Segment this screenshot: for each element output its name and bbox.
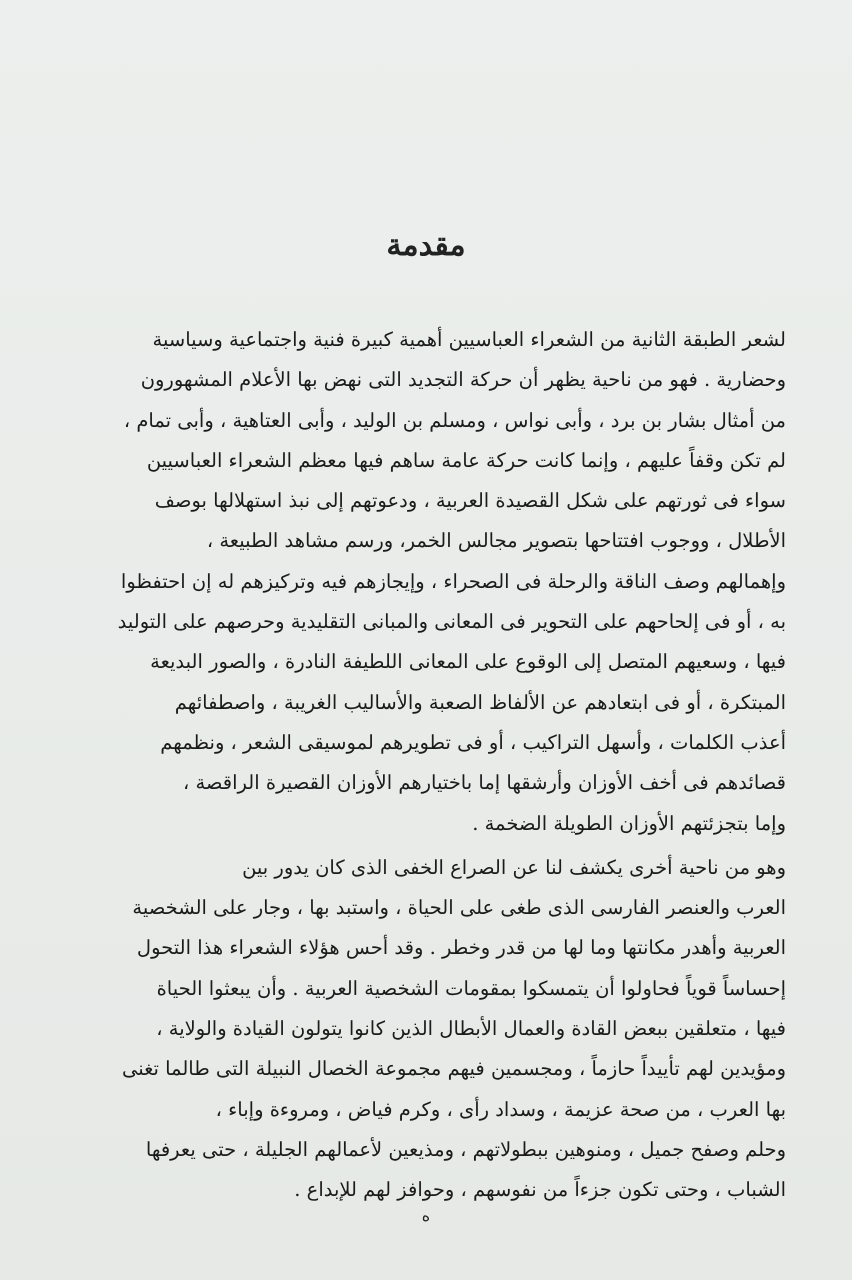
text-line: لم تكن وقفاً عليهم ، وإنما كانت حركة عامة ساهم فيها معظم الشعراء العباسيين <box>146 448 786 472</box>
text-line: وحضارية . فهو من ناحية يظهر أن حركة التجديد التى نهض بها الأعلام المشهورون <box>140 368 786 392</box>
text-line: وحلم وصفح جميل ، ومنوهين ببطولاتهم ، ومذيعين لأعمالهم الجليلة ، حتى يعرفها <box>145 1137 786 1161</box>
text-line: أعذب الكلمات ، وأسهل التراكيب ، أو فى تطويرهم لموسيقى الشعر ، ونظمهم <box>160 730 786 754</box>
paragraph-1 <box>102 320 786 844</box>
body-text <box>102 320 786 1211</box>
text-line: به ، أو فى إلحاحهم على التحوير فى المعانى والمبانى التقليدية وحرصهم على التوليد <box>117 610 786 634</box>
text-line: العرب والعنصر الفارسى الذى طغى على الحياة ، واستبد بها ، وجار على الشخصية <box>132 896 786 920</box>
text-line: وإما بتجزئتهم الأوزان الطويلة الضخمة . <box>472 811 786 835</box>
text-line: وإهمالهم وصف الناقة والرحلة فى الصحراء ، وإيجازهم فيه وتركيزهم له إن احتفظوا <box>120 569 786 593</box>
text-line: العربية وأهدر مكانتها وما لها من قدر وخطر . وقد أحس هؤلاء الشعراء هذا التحول <box>136 936 786 960</box>
page-number: ه <box>421 1206 431 1225</box>
paragraph-2 <box>102 848 786 1211</box>
text-line: ومؤيدين لهم تأييداً حازماً ، ومجسمين فيهم مجموعة الخصال النبيلة التى طالما تغنى <box>121 1057 786 1081</box>
text-line: سواء فى ثورتهم على شكل القصيدة العربية ، ودعوتهم إلى نبذ استهلالها بوصف <box>154 489 786 513</box>
text-line: فيها ، متعلقين ببعض القادة والعمال الأبطال الذين كانوا يتولون القيادة والولاية ، <box>156 1017 786 1041</box>
text-line: الشباب ، وحتى تكون جزءاً من نفوسهم ، وحوافز لهم للإبداع . <box>294 1178 786 1202</box>
page-title: مقدمة <box>386 228 466 263</box>
text-line: المبتكرة ، أو فى ابتعادهم عن الألفاظ الصعبة والأساليب الغريبة ، واصطفائهم <box>174 690 786 714</box>
text-line: بها العرب ، من صحة عزيمة ، وسداد رأى ، وكرم فياض ، ومروءة وإباء ، <box>215 1097 786 1121</box>
text-line: من أمثال بشار بن برد ، وأبى نواس ، ومسلم بن الوليد ، وأبى العتاهية ، وأبى تمام ، <box>123 408 786 432</box>
text-line: فيها ، وسعيهم المتصل إلى الوقوع على المعانى اللطيفة النادرة ، والصور البديعة <box>150 650 786 674</box>
text-line: لشعر الطبقة الثانية من الشعراء العباسيين أهمية كبيرة فنية واجتماعية وسياسية <box>152 328 786 351</box>
text-line: الأطلال ، ووجوب افتتاحها بتصوير مجالس الخمر، ورسم مشاهد الطبيعة ، <box>206 529 786 553</box>
text-line: قصائدهم فى أخف الأوزان وأرشقها إما باختيارهم الأوزان القصيرة الراقصة ، <box>182 771 786 795</box>
text-line: وهو من ناحية أخرى يكشف لنا عن الصراع الخفى الذى كان يدور بين <box>242 855 786 879</box>
text-line: إحساساً قوياً فحاولوا أن يتمسكوا بمقومات الشخصية العربية . وأن يبعثوا الحياة <box>156 976 786 1000</box>
